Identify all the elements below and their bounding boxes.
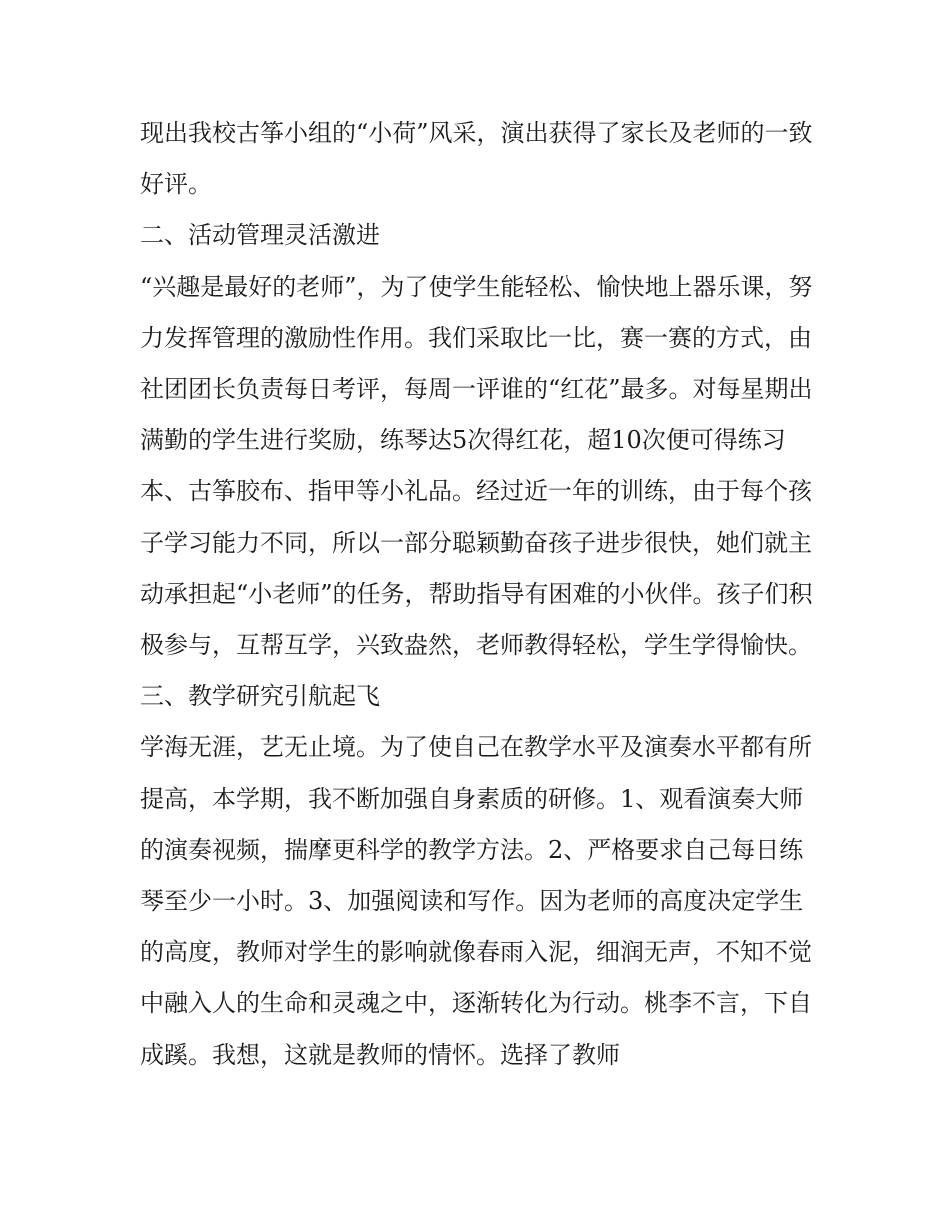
document-body — [140, 108, 820, 1081]
paragraph-activity-management: “兴趣是最好的老师”，为了使学生能轻松、愉快地上器乐课，努力发挥管理的激励性作用。我们采取比一比，赛一赛的方式，由社团团长负责每日考评，每周一评谁的“红花”最多。对每星期出满勤的学生进行奖励，练琴达5次得红花，超10次便可得练习本、古筝胶布、指甲等小礼品。经过近一年的训练，由于每个孩子学习能力不同，所以一部分聪颖勤奋孩子进步很快，她们就主动承担起“小老师”的任务，帮助指导有困难的小伙伴。孩子们积极参与，互帮互学，兴致盎然，老师教得轻松，学生学得愉快。 — [140, 272, 813, 660]
heading-teaching-research: 三、教学研究引航起飞 — [140, 682, 380, 711]
paragraph-performance-praise: 现出我校古筝小组的“小荷”风采，演出获得了家长及老师的一致好评。 — [140, 119, 813, 199]
heading-activity-management: 二、活动管理灵活激进 — [140, 221, 380, 250]
paragraph-teaching-research: 学海无涯，艺无止境。为了使自己在教学水平及演奏水平都有所提高，本学期，我不断加强自身素质的研修。1、观看演奏大师的演奏视频，揣摩更科学的教学方法。2、严格要求自己每日练琴至少一小时。3、加强阅读和写作。因为老师的高度决定学生的高度，教师对学生的影响就像春雨入泥，细润无声，不知不觉中融入人的生命和灵魂之中，逐渐转化为行动。桃李不言，下自成蹊。我想，这就是教师的情怀。选择了教师 — [140, 733, 812, 1069]
